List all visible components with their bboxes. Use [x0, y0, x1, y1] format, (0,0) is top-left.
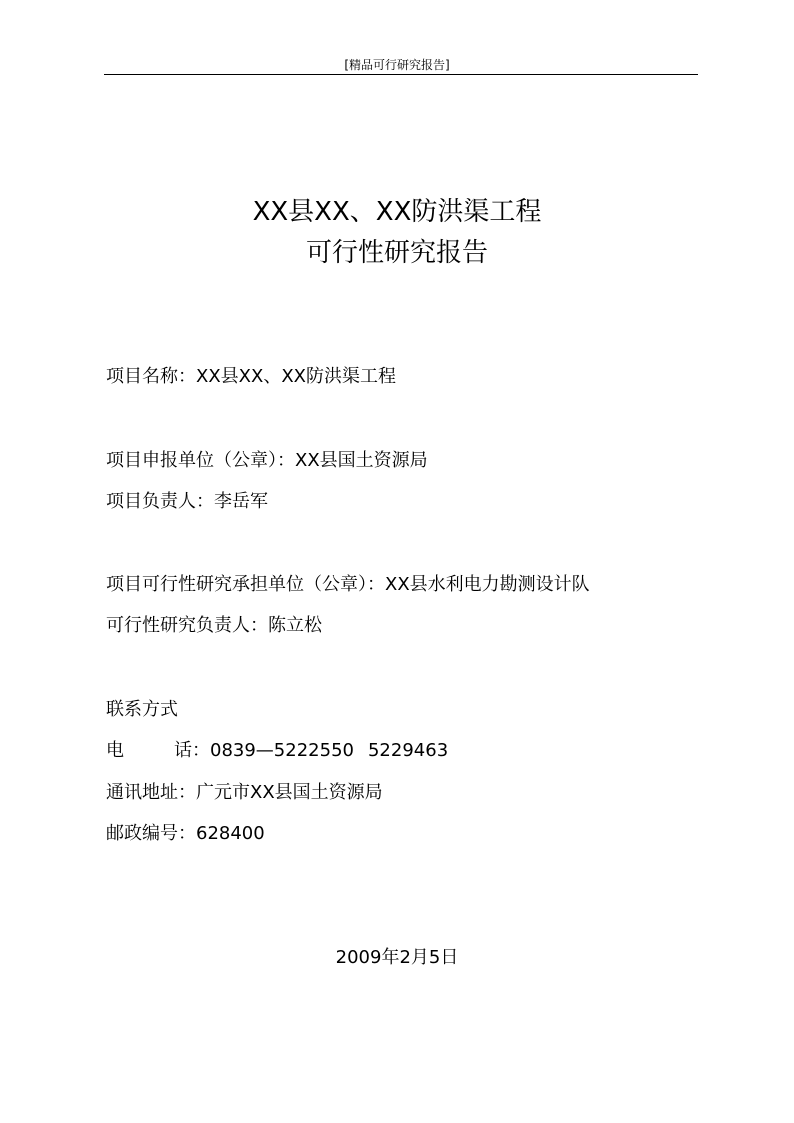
project-leader-label: 项目负责人：: [106, 491, 214, 512]
project-name-row: [106, 365, 396, 389]
phone-label-char-1: 电: [106, 740, 124, 761]
document-title-line-1: XX县XX、XX防洪渠工程: [252, 197, 542, 227]
header-divider: [104, 74, 698, 75]
phone-row: [106, 739, 448, 763]
study-leader-label: 可行性研究负责人：: [106, 615, 268, 636]
study-unit-row: [106, 573, 590, 597]
document-date: 2009年2月5日: [335, 947, 459, 968]
running-title: [精品可行研究报告]: [344, 58, 450, 72]
document-title-line-2: 可行性研究报告: [305, 238, 488, 268]
postcode-value: 628400: [196, 823, 265, 844]
project-leader-row: [106, 490, 268, 514]
study-leader-value: 陈立松: [268, 615, 322, 636]
postcode-label: 邮政编号：: [106, 823, 196, 844]
address-row: [106, 781, 383, 805]
contact-heading: 联系方式: [106, 699, 178, 720]
project-name-label: 项目名称：: [106, 366, 196, 387]
phone-label-char-2: 话：: [174, 740, 210, 761]
study-unit-label: 项目可行性研究承担单位（公章）：: [106, 574, 385, 595]
address-label: 通讯地址：: [106, 782, 196, 803]
applicant-row: [106, 449, 428, 473]
applicant-label: 项目申报单位（公章）：: [106, 450, 295, 471]
phone-number-1: 0839—5222550: [210, 740, 354, 761]
address-value: 广元市XX县国土资源局: [196, 782, 383, 803]
applicant-value: XX县国土资源局: [295, 450, 428, 471]
project-leader-value: 李岳军: [214, 491, 268, 512]
study-leader-row: [106, 614, 322, 638]
postcode-row: [106, 822, 265, 846]
phone-number-2: 5229463: [367, 740, 449, 761]
study-unit-value: XX县水利电力勘测设计队: [385, 574, 590, 595]
project-name-value: XX县XX、XX防洪渠工程: [196, 366, 396, 387]
